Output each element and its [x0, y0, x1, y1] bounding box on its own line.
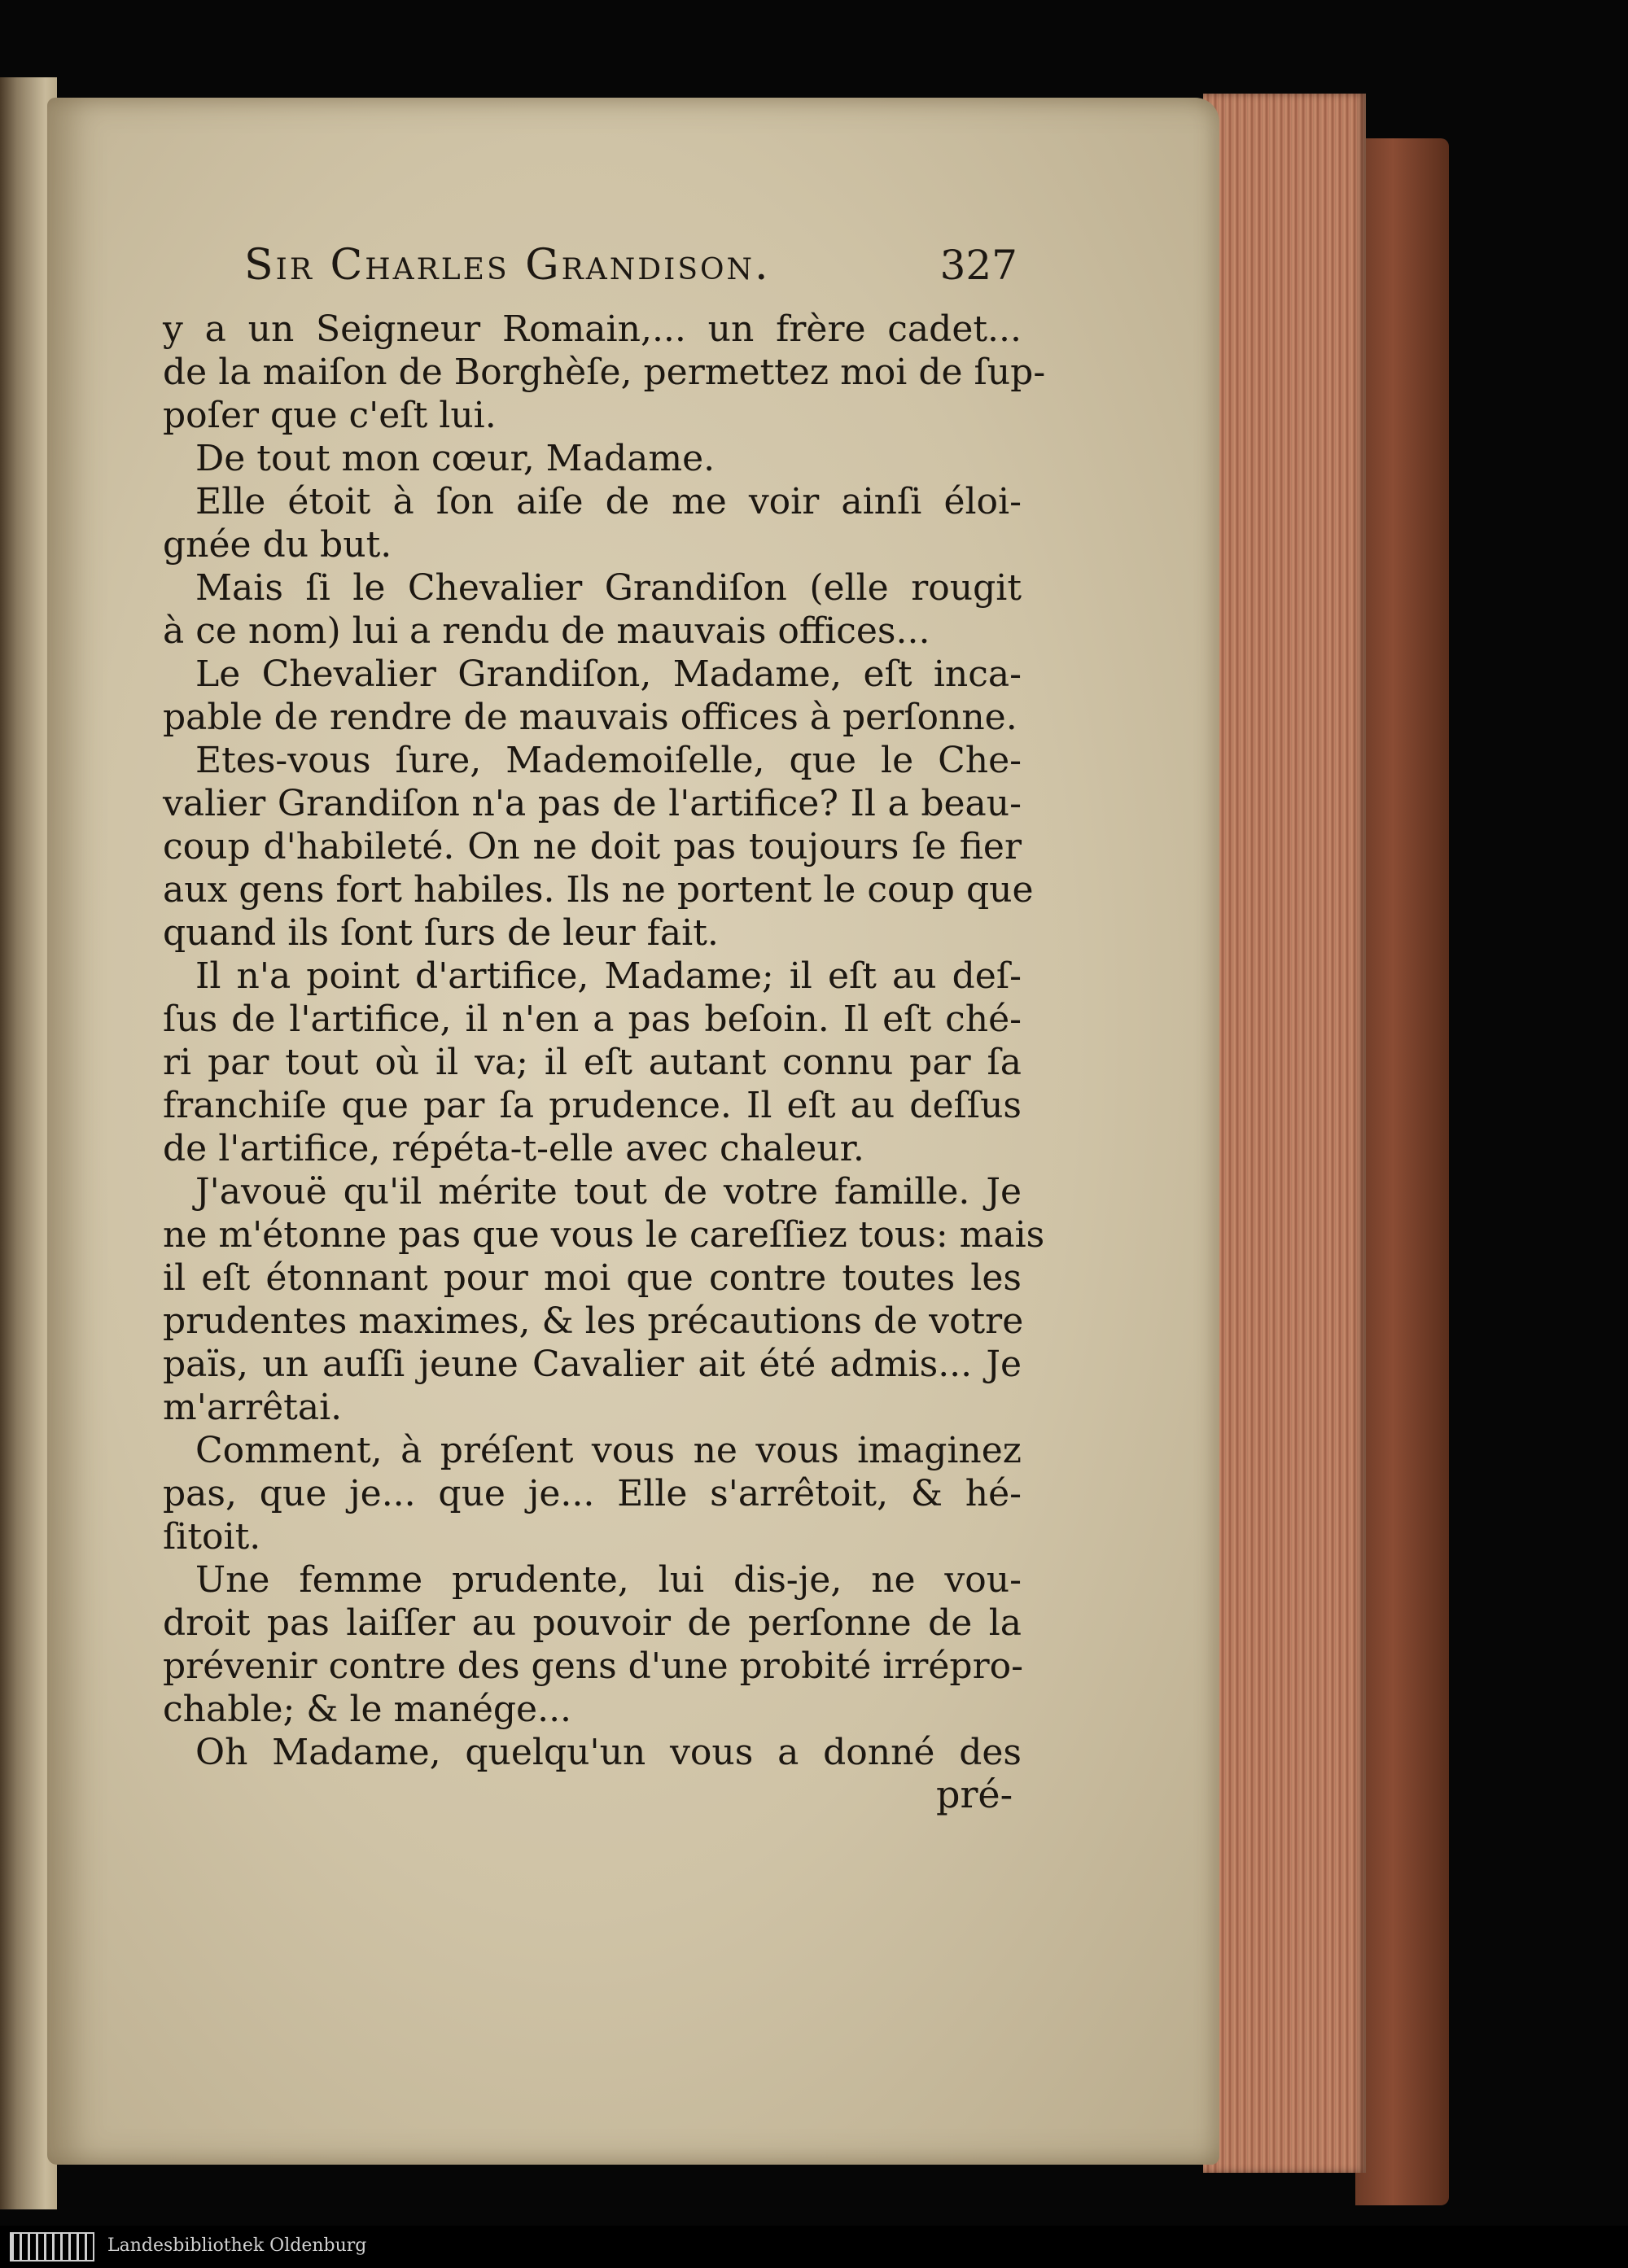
text-line: gnée du but.	[163, 524, 392, 566]
text-line: Le Chevalier Grandiſon, Madame, eſt inca-	[195, 653, 1022, 695]
page-block-edge	[1203, 94, 1366, 2173]
text-line: m'arrêtai.	[163, 1387, 343, 1428]
text-line: chable; & le manége...	[163, 1689, 572, 1730]
text-line: païs, un auſſi jeune Cavalier ait été admis... Je	[163, 1344, 1022, 1385]
text-line: il eſt étonnant pour moi que contre toutes les	[163, 1257, 1022, 1299]
page-number: 327	[939, 242, 1017, 289]
text-line: aux gens fort habiles. Ils ne portent le coup que	[163, 869, 1034, 911]
text-line: J'avouë qu'il mérite tout de votre famille. Je	[195, 1171, 1022, 1213]
text-line: coup d'habileté. On ne doit pas toujours ſe fier	[163, 826, 1022, 867]
text-line: Une femme prudente, lui dis-je, ne vou-	[195, 1559, 1022, 1601]
text-line: Comment, à préſent vous ne vous imaginez	[195, 1430, 1022, 1471]
text-line: Elle étoit à ſon aiſe de me voir ainſi éloi-	[195, 481, 1022, 522]
running-head-title: Sir Charles Grandison.	[244, 241, 771, 290]
text-line: droit pas laiſſer au pouvoir de perſonne de la	[163, 1602, 1022, 1644]
text-line: ſitoit.	[163, 1516, 261, 1558]
text-line: Etes-vous ſure, Mademoiſelle, que le Che-	[195, 740, 1022, 781]
text-line: de la maiſon de Borghèſe, permettez moi de ſup-	[163, 352, 1046, 393]
running-head	[244, 241, 1017, 290]
text-line: valier Grandiſon n'a pas de l'artifice? Il a beau-	[163, 783, 1022, 824]
text-line: prévenir contre des gens d'une probité irrépro-	[163, 1645, 1023, 1687]
text-line: Il n'a point d'artifice, Madame; il eſt au deſ-	[195, 955, 1022, 997]
text-line: ri par tout où il va; il eſt autant connu par ſa	[163, 1042, 1022, 1083]
text-line: prudentes maximes, & les précautions de votre	[163, 1300, 1024, 1342]
text-line: à ce nom) lui a rendu de mauvais offices...	[163, 610, 930, 652]
library-building-logo-icon	[10, 2232, 94, 2261]
text-line: franchiſe que par ſa prudence. Il eſt au deſſus	[163, 1085, 1022, 1126]
book-cover	[1355, 138, 1449, 2205]
text-line: de l'artifice, répéta-t-elle avec chaleur.	[163, 1128, 864, 1169]
text-line: poſer que c'eſt lui.	[163, 395, 497, 436]
catchword: pré-	[936, 1772, 1013, 1816]
text-line: quand ils ſont ſurs de leur fait.	[163, 912, 719, 954]
text-line: pas, que je... que je... Elle s'arrêtoit, & hé-	[163, 1473, 1022, 1514]
text-line: ne m'étonne pas que vous le careſſiez tous: mais	[163, 1214, 1045, 1256]
text-line: y a un Seigneur Romain,... un frère cadet...	[163, 308, 1022, 350]
library-name: Landesbibliothek Oldenburg	[107, 2235, 367, 2256]
body-text	[163, 308, 1046, 1774]
text-line: ſus de l'artifice, il n'en a pas beſoin. Il eſt ché-	[163, 999, 1022, 1040]
text-line: Mais ſi le Chevalier Grandiſon (elle rougit	[195, 567, 1022, 609]
text-line: Oh Madame, quelqu'un vous a donné des	[195, 1732, 1022, 1773]
text-line: De tout mon cœur, Madame.	[195, 438, 716, 479]
footer-bar	[0, 2226, 1628, 2268]
text-line: pable de rendre de mauvais offices à perſonne.	[163, 697, 1017, 738]
